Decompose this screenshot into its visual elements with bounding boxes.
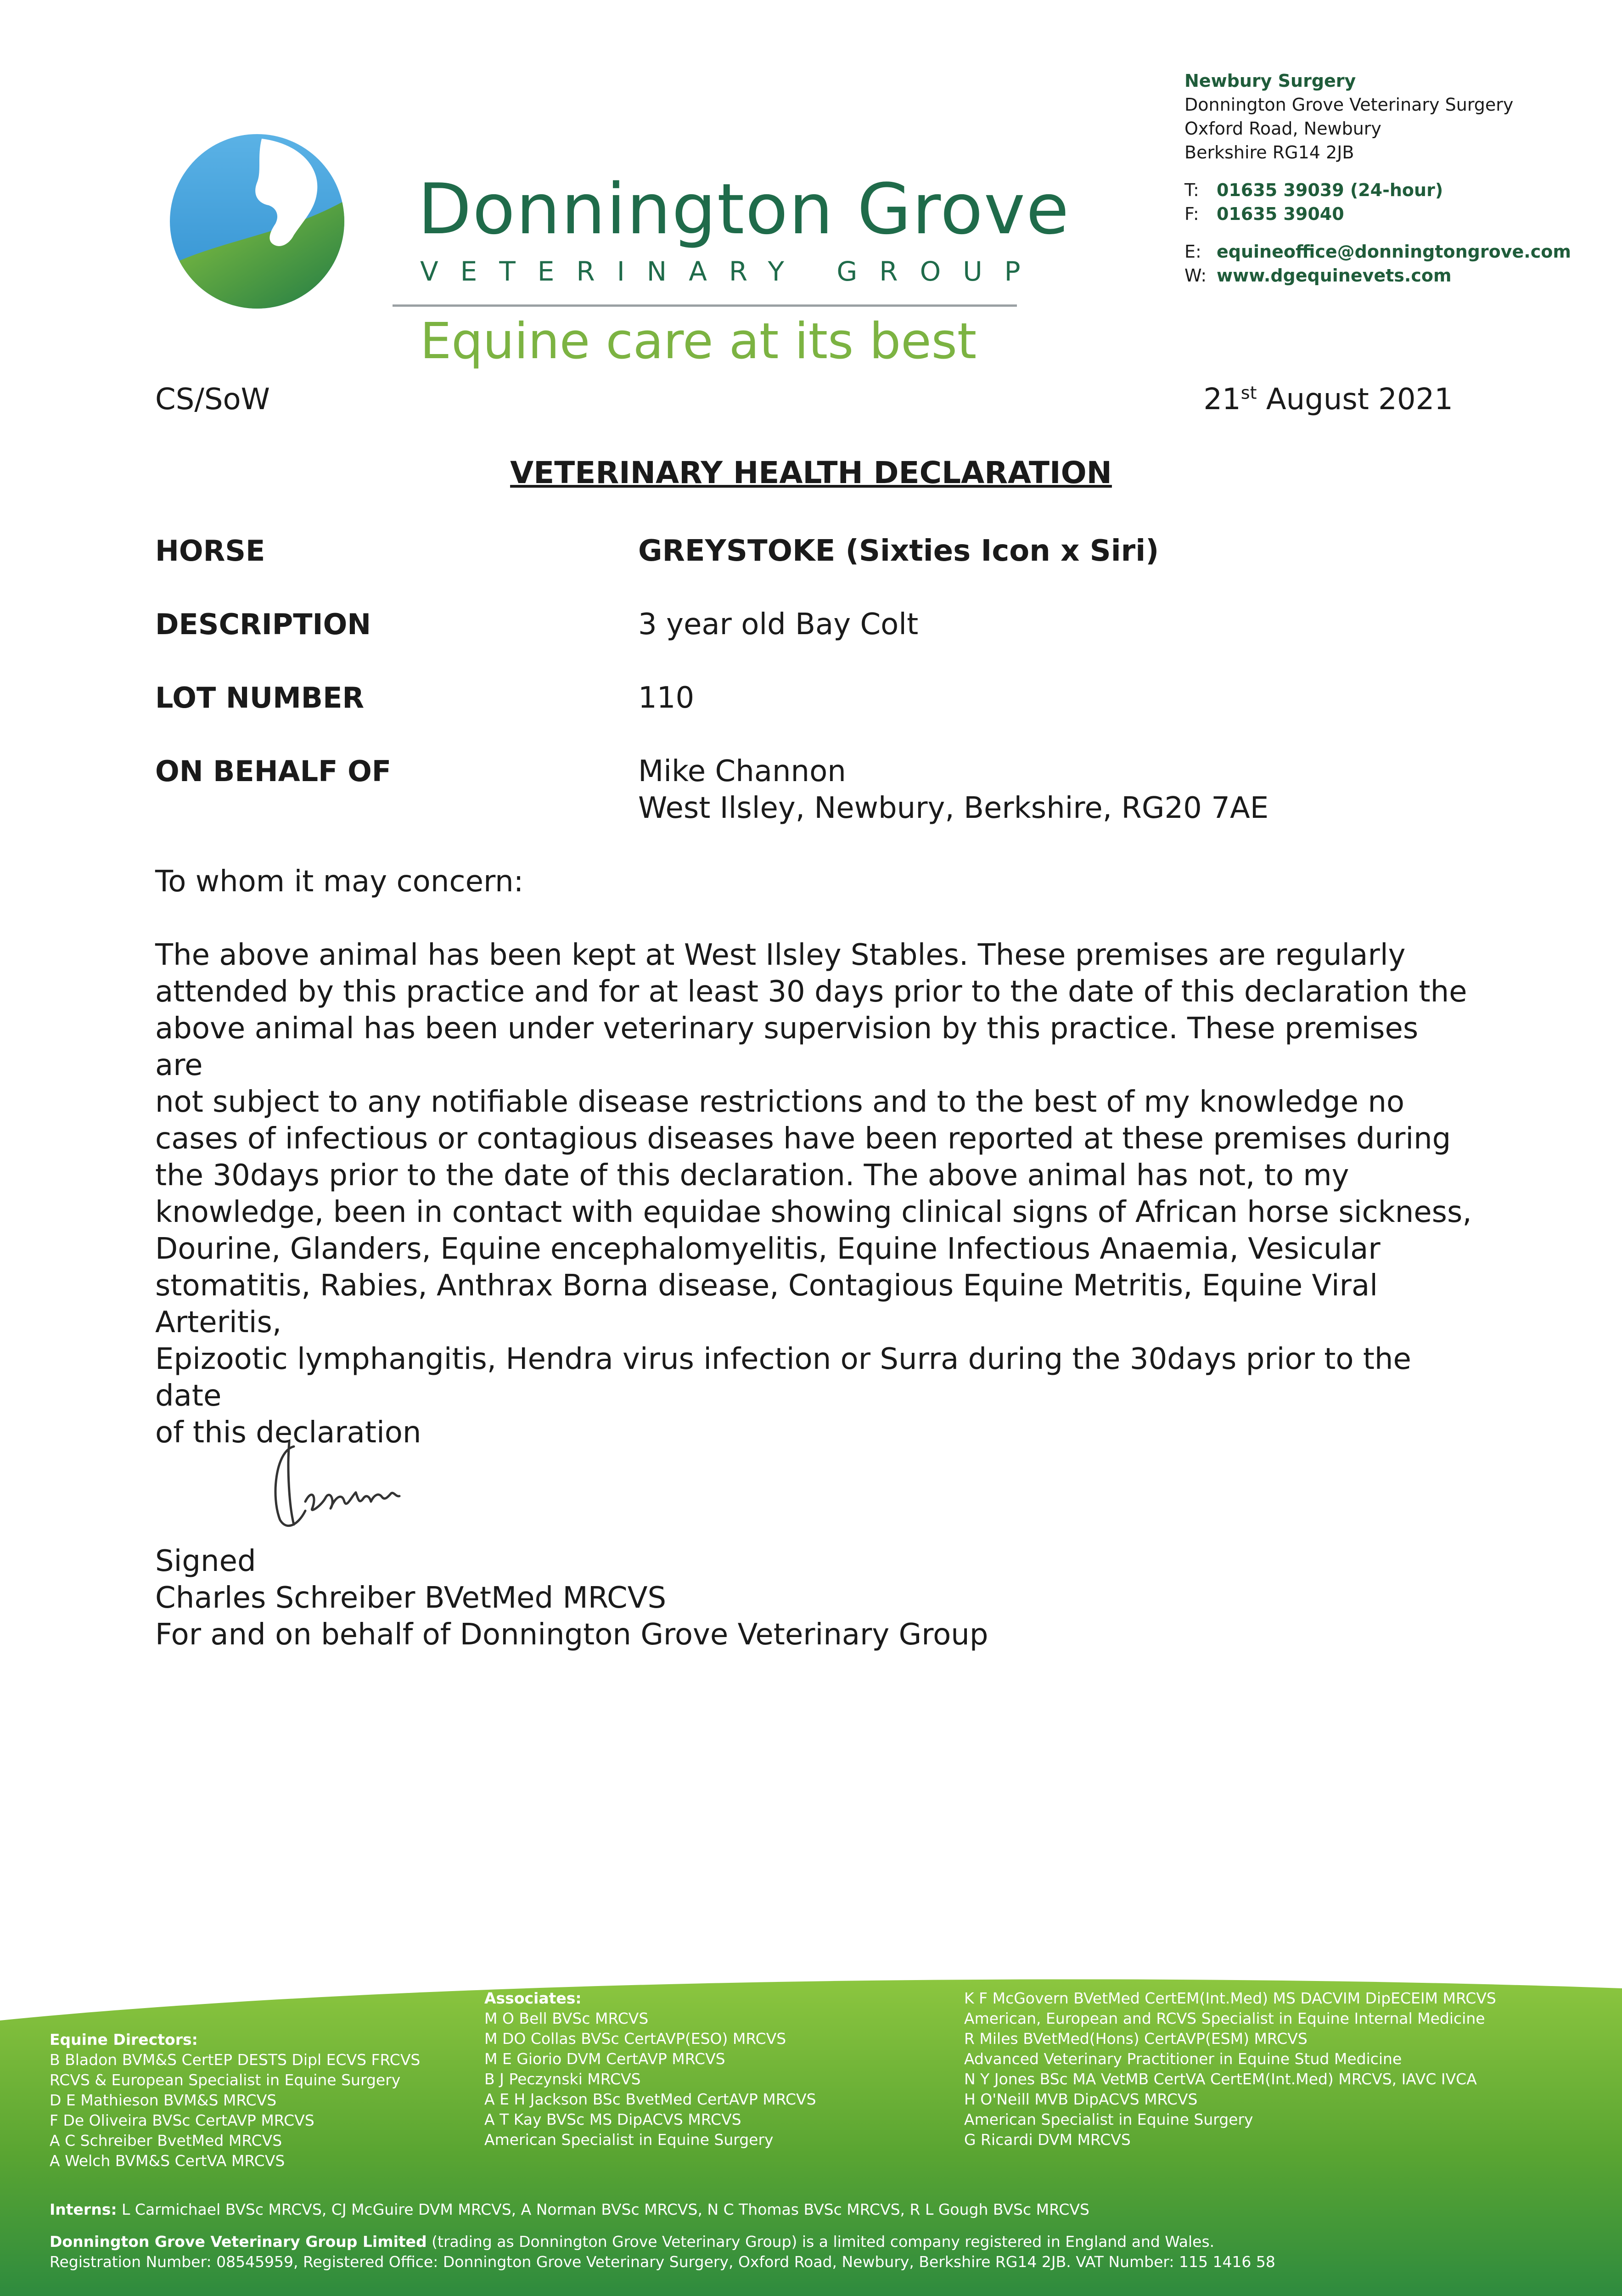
associates-column	[484, 1988, 943, 2150]
paragraph-line: stomatitis, Rabies, Anthrax Borna disease, Contagious Equine Metritis, Equine Viral Arteritis,	[155, 1269, 1378, 1339]
paragraph-line: Dourine, Glanders, Equine encephalomyelitis, Equine Infectious Anaemia, Vesicular	[155, 1232, 1381, 1266]
surgery-name: Newbury Surgery	[1184, 71, 1356, 91]
address-line: Berkshire RG14 2JB	[1184, 142, 1354, 163]
website-label: W:	[1184, 265, 1207, 286]
registration-line: Registration Number: 08545959, Registered Office: Donnington Grove Veterinary Surgery, Oxford Road, Newbury, Berkshire RG14 2JB. VAT Number: 115 1416 58	[50, 2253, 1275, 2271]
director-line: A C Schreiber BvetMed MRCVS	[50, 2132, 282, 2150]
horse-label: HORSE	[155, 534, 265, 568]
date-day: 21	[1203, 383, 1241, 416]
fax-number: 01635 39040	[1217, 204, 1344, 224]
email-label: E:	[1184, 242, 1201, 262]
associate-line: American Specialist in Equine Surgery	[484, 2131, 774, 2149]
date-month-year: August 2021	[1257, 383, 1453, 416]
on-behalf-label: ON BEHALF OF	[155, 754, 392, 788]
handwritten-signature-icon	[262, 1433, 413, 1534]
telephone-label: T:	[1184, 180, 1199, 200]
associate-line: B J Peczynski MRCVS	[484, 2070, 641, 2088]
company-text: (trading as Donnington Grove Veterinary Group) is a limited company registered in England and Wales.	[427, 2233, 1215, 2251]
brand-subtitle: VETERINARY GROUP	[420, 256, 1043, 287]
telephone-row	[1184, 178, 1598, 202]
lot-number-value: 110	[638, 681, 695, 715]
signature-block	[155, 1543, 988, 1653]
website-row	[1184, 264, 1598, 287]
signatory-name: Charles Schreiber BVetMed MRCVS	[155, 1581, 667, 1615]
associate-line: N Y Jones BSc MA VetMB CertVA CertEM(Int.Med) MRCVS, IAVC IVCA	[964, 2070, 1477, 2088]
associate-line: M DO Collas BVSc CertAVP(ESO) MRCVS	[484, 2030, 786, 2048]
associate-line: American Specialist in Equine Surgery	[964, 2110, 1253, 2128]
email-link[interactable]: equineoffice@donningtongrove.com	[1217, 242, 1571, 262]
associate-line: A T Kay BVSc MS DipACVS MRCVS	[484, 2110, 741, 2128]
associate-line: A E H Jackson BSc BvetMed CertAVP MRCVS	[484, 2090, 816, 2108]
description-label: DESCRIPTION	[155, 608, 371, 641]
signed-label: Signed	[155, 1544, 256, 1578]
associates-title: Associates:	[484, 1989, 582, 2007]
associate-line: M O Bell BVSc MRCVS	[484, 2009, 649, 2027]
address-line: Oxford Road, Newbury	[1184, 118, 1381, 139]
director-line: F De Oliveira BVSc CertAVP MRCVS	[50, 2111, 314, 2129]
fax-label: F:	[1184, 204, 1199, 224]
associate-line: K F McGovern BVetMed CertEM(Int.Med) MS DACVIM DipECEIM MRCVS	[964, 1989, 1496, 2007]
address-line: Donnington Grove Veterinary Surgery	[1184, 95, 1514, 115]
associates-continued-column	[964, 1988, 1607, 2150]
brand-divider	[393, 304, 1017, 307]
on-behalf-value	[638, 753, 1268, 827]
lot-number-label: LOT NUMBER	[155, 681, 365, 715]
associate-line: M E Giorio DVM CertAVP MRCVS	[484, 2050, 725, 2068]
brand-tagline: Equine care at its best	[420, 313, 977, 370]
brand-name: Donnington Grove	[418, 169, 1070, 250]
directors-column	[50, 2030, 463, 2171]
on-behalf-line: For and on behalf of Donnington Grove Veterinary Group	[155, 1618, 988, 1652]
horse-head-logo-icon	[165, 129, 349, 313]
interns-line	[50, 2200, 1601, 2220]
declaration-paragraph	[155, 937, 1473, 1451]
interns-title: Interns:	[50, 2200, 117, 2218]
owner-address: West Ilsley, Newbury, Berkshire, RG20 7AE	[638, 791, 1269, 825]
associate-line: R Miles BVetMed(Hons) CertAVP(ESM) MRCVS	[964, 2030, 1308, 2048]
greeting: To whom it may concern:	[155, 865, 524, 899]
associate-line: H O'Neill MVB DipACVS MRCVS	[964, 2090, 1198, 2108]
date-suffix: st	[1240, 383, 1257, 403]
paragraph-line: cases of infectious or contagious diseases have been reported at these premises during	[155, 1122, 1451, 1156]
paragraph-line: of this declaration	[155, 1416, 421, 1450]
letter-date	[1203, 381, 1453, 418]
associate-line: G Ricardi DVM MRCVS	[964, 2131, 1131, 2149]
director-line: D E Mathieson BVM&S MRCVS	[50, 2091, 277, 2109]
description-value: 3 year old Bay Colt	[638, 608, 919, 642]
email-row	[1184, 240, 1598, 264]
telephone-number[interactable]: 01635 39039 (24-hour)	[1217, 180, 1443, 200]
director-line: RCVS & European Specialist in Equine Surgery	[50, 2071, 401, 2089]
fax-row	[1184, 202, 1598, 226]
paragraph-line: attended by this practice and for at least 30 days prior to the date of this declaration the	[155, 975, 1467, 1009]
paragraph-line: not subject to any notifiable disease restrictions and to the best of my knowledge no	[155, 1085, 1405, 1119]
associate-line: American, European and RCVS Specialist in Equine Internal Medicine	[964, 2009, 1485, 2027]
surgery-contact-block	[1184, 69, 1598, 287]
page-title: VETERINARY HEALTH DECLARATION	[510, 455, 1112, 490]
director-line: B Bladon BVM&S CertEP DESTS Dipl ECVS FRCVS	[50, 2051, 421, 2069]
paragraph-line: Epizootic lymphangitis, Hendra virus infection or Surra during the 30days prior to the date	[155, 1342, 1411, 1413]
paragraph-line: the 30days prior to the date of this declaration. The above animal has not, to my	[155, 1159, 1349, 1193]
letter-reference: CS/SoW	[155, 383, 270, 416]
company-name: Donnington Grove Veterinary Group Limited	[50, 2233, 427, 2251]
paragraph-line: above animal has been under veterinary supervision by this practice. These premises are	[155, 1012, 1419, 1082]
interns-list: L Carmichael BVSc MRCVS, CJ McGuire DVM MRCVS, A Norman BVSc MRCVS, N C Thomas BVSc MRCVS, R L Gough BVSc MRCVS	[122, 2200, 1089, 2218]
associate-line: Advanced Veterinary Practitioner in Equine Stud Medicine	[964, 2050, 1402, 2068]
company-info	[50, 2232, 1601, 2272]
horse-value: GREYSTOKE (Sixties Icon x Siri)	[638, 534, 1159, 568]
paragraph-line: The above animal has been kept at West Ilsley Stables. These premises are regularly	[155, 938, 1406, 972]
website-link[interactable]: www.dgequinevets.com	[1217, 265, 1452, 286]
director-line: A Welch BVM&S CertVA MRCVS	[50, 2152, 285, 2170]
owner-name: Mike Channon	[638, 754, 846, 788]
directors-title: Equine Directors:	[50, 2031, 198, 2048]
paragraph-line: knowledge, been in contact with equidae showing clinical signs of African horse sickness,	[155, 1195, 1472, 1229]
